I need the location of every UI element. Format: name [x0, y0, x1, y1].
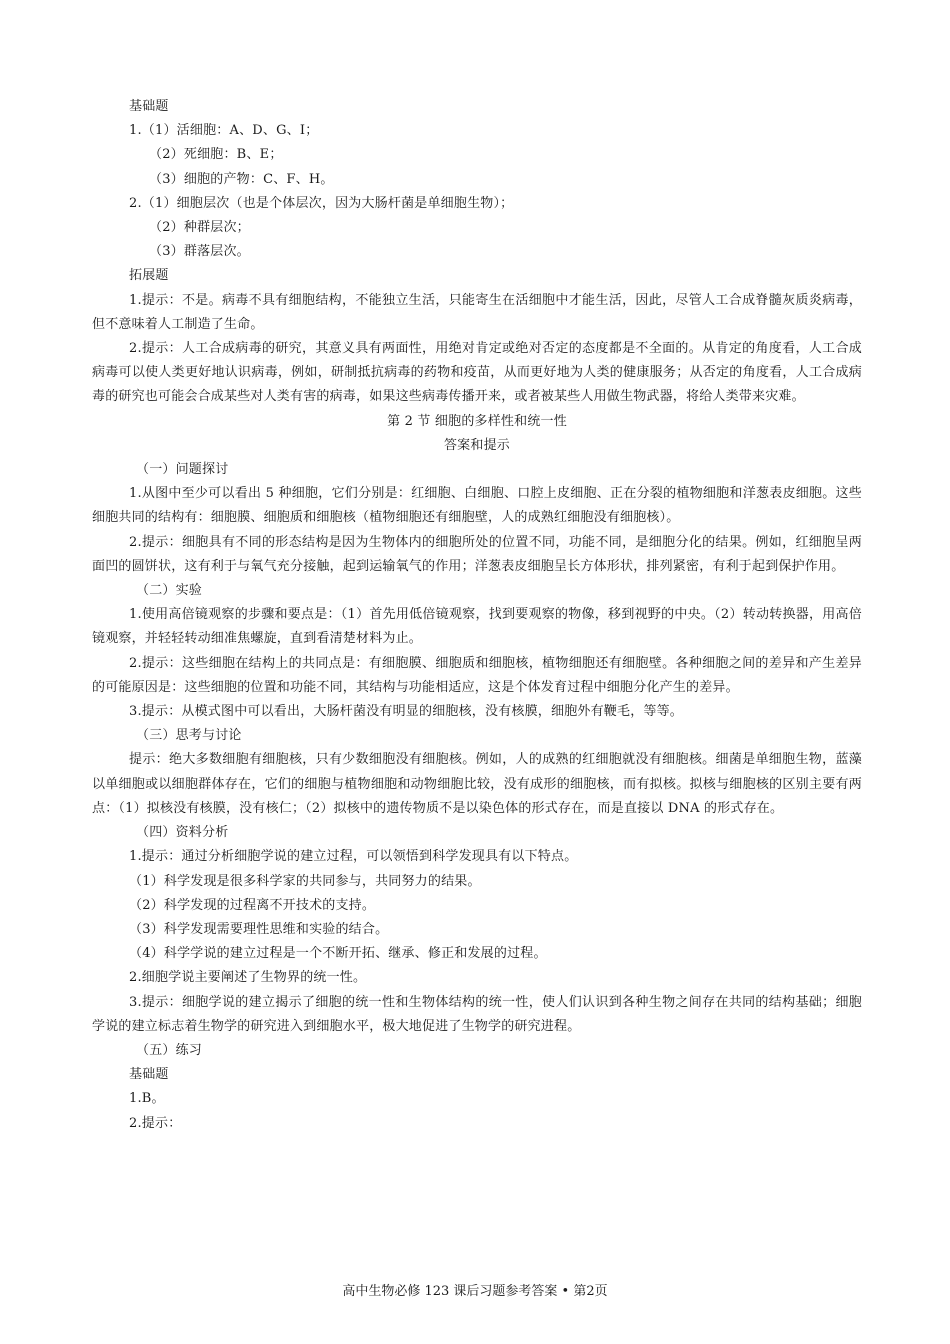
section-heading: 第 2 节 细胞的多样性和统一性	[387, 413, 567, 429]
text-paragraph: （2）死细胞：B、E；	[149, 147, 283, 163]
text-paragraph: 基础题	[129, 99, 169, 114]
text-paragraph: （2）种群层次；	[149, 220, 250, 236]
text-paragraph: 1.（1）活细胞：A、D、G、I；	[129, 123, 319, 139]
text-paragraph: （2）科学发现的过程离不开技术的支持。	[129, 897, 376, 913]
section-heading: 答案和提示	[443, 437, 510, 453]
text-paragraph: 3.提示：从模式图中可以看出，大肠杆菌没有明显的细胞核，没有核膜，细胞外有鞭毛，等等。	[129, 704, 684, 720]
text-paragraph: 提示：绝大多数细胞有细胞核，只有少数细胞没有细胞核。例如，人的成熟的红细胞就没有细胞核。细菌是单细胞生物，蓝藻以单细胞或以细胞群体存在，它们的细胞与植物细胞和动物细胞比较，没有成形的细胞核，而有拟核。拟核与细胞核的区别主要有两点：（1）拟核没有核膜，没有核仁；（2）拟核中的遗传物质不是以染色体的形式存在，而是直接以 DNA 的形式存在。	[92, 752, 862, 816]
text-paragraph: 拓展题	[129, 268, 169, 284]
text-paragraph: （3）细胞的产物：C、F、H。	[149, 171, 334, 187]
text-paragraph: 1.使用高倍镜观察的步骤和要点是：（1）首先用低倍镜观察，找到要观察的物像，移到视野的中央。（2）转动转换器，用高倍镜观察，并轻轻转动细准焦螺旋，直到看清楚材料为止。	[92, 607, 862, 647]
text-paragraph: 2.提示：这些细胞在结构上的共同点是：有细胞膜、细胞质和细胞核，植物细胞还有细胞壁。各种细胞之间的差异和产生差异的可能原因是：这些细胞的位置和功能不同，其结构与功能相适应，这是个体发育过程中细胞分化产生的差异。	[92, 655, 862, 695]
text-paragraph: 2.提示：细胞具有不同的形态结构是因为生物体内的细胞所处的位置不同，功能不同，是细胞分化的结果。例如，红细胞呈两面凹的圆饼状，这有利于与氧气充分接触，起到运输氧气的作用；洋葱表皮细胞呈长方体形状，排列紧密，有利于起到保护作用。	[92, 534, 862, 574]
text-paragraph: 2.细胞学说主要阐述了生物界的统一性。	[129, 970, 367, 986]
text-paragraph: 2.提示：人工合成病毒的研究，其意义具有两面性，用绝对肯定或绝对否定的态度都是不全面的。从肯定的角度看，人工合成病毒可以使人类更好地认识病毒，例如，研制抵抗病毒的药物和疫苗，从而更好地为人类的健康服务；从否定的角度看，人工合成病毒的研究也可能会合成某些对人类有害的病毒，如果这些病毒传播开来，或者被某些人用做生物武器，将给人类带来灾难。	[92, 341, 862, 405]
text-paragraph: （3）群落层次。	[149, 244, 250, 260]
text-paragraph: 2.（1）细胞层次（也是个体层次，因为大肠杆菌是单细胞生物）；	[129, 195, 514, 211]
text-paragraph: （三）思考与讨论	[136, 728, 242, 744]
text-paragraph: 3.提示：细胞学说的建立揭示了细胞的统一性和生物体结构的统一性，使人们认识到各种生物之间存在共同的结构基础；细胞学说的建立标志着生物学的研究进入到细胞水平，极大地促进了生物学的研究进程。	[92, 994, 862, 1034]
text-paragraph: 基础题	[129, 1067, 169, 1083]
text-paragraph: （3）科学发现需要理性思维和实验的结合。	[129, 921, 389, 937]
text-paragraph: 1.从图中至少可以看出 5 种细胞，它们分别是：红细胞、白细胞、口腔上皮细胞、正在分裂的植物细胞和洋葱表皮细胞。这些细胞共同的结构有：细胞膜、细胞质和细胞核（植物细胞还有细胞壁，人的成熟红细胞没有细胞核）。	[92, 486, 862, 526]
text-paragraph: （四）资料分析	[136, 825, 229, 841]
page-footer: 高中生物必修 123 课后习题参考答案 • 第2页	[342, 1284, 608, 1299]
text-paragraph: （五）练习	[136, 1042, 203, 1058]
text-paragraph: （二）实验	[136, 583, 203, 599]
text-paragraph: 1.B。	[129, 1091, 165, 1107]
text-paragraph: （1）科学发现是很多科学家的共同参与，共同努力的结果。	[129, 873, 481, 889]
text-paragraph: （4）科学学说的建立过程是一个不断开拓、继承、修正和发展的过程。	[129, 946, 547, 962]
text-paragraph: 1.提示：不是。病毒不具有细胞结构，不能独立生活，只能寄生在活细胞中才能生活，因此，尽管人工合成脊髓灰质炎病毒，但不意味着人工制造了生命。	[92, 292, 862, 332]
text-paragraph: 2.提示：	[129, 1115, 182, 1131]
text-paragraph: 1.提示：通过分析细胞学说的建立过程，可以领悟到科学发现具有以下特点。	[129, 849, 578, 865]
text-paragraph: （一）问题探讨	[136, 462, 229, 478]
answer-content	[92, 95, 862, 1136]
